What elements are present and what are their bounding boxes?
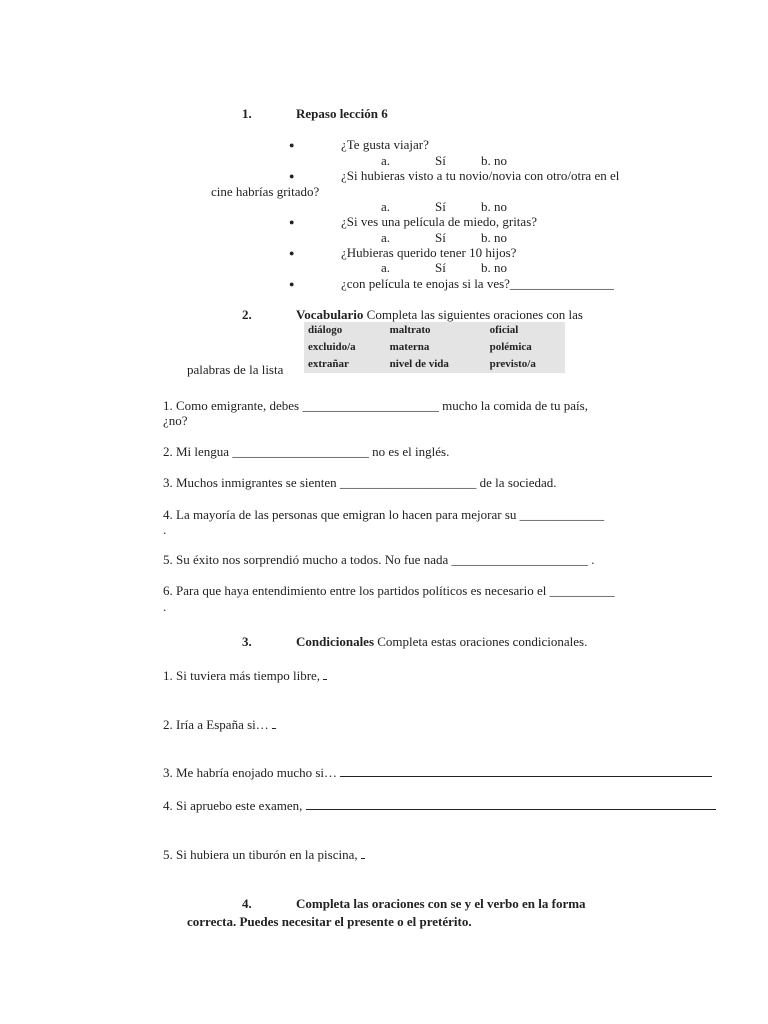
section3-title: Condicionales xyxy=(296,634,375,649)
option-a: a. xyxy=(381,260,391,275)
answer-blank[interactable] xyxy=(272,716,276,729)
answer-blank[interactable] xyxy=(340,764,712,777)
conditional-3 xyxy=(163,764,712,781)
bullet-icon: ● xyxy=(289,279,295,289)
question-5: ¿con película te enojas si la ves?________________ xyxy=(341,276,614,291)
bullet-icon: ● xyxy=(289,140,295,150)
vocab-word: oficial xyxy=(489,324,519,336)
option-si: Sí xyxy=(435,153,446,168)
conditional-1 xyxy=(163,667,327,684)
vocab-row xyxy=(304,322,565,339)
sentence-2: 2. Mi lengua _____________________ no es el inglés. xyxy=(163,444,450,459)
section3-number: 3. xyxy=(242,634,252,649)
section4-instruction-line2: correcta. Puedes necesitar el presente o el pretérito. xyxy=(187,914,472,929)
section3-heading xyxy=(296,634,587,650)
sentence-1-line1: 1. Como emigrante, debes _____________________ mucho la comida de tu país, xyxy=(163,398,588,413)
sentence-6-line2: . xyxy=(163,599,167,614)
section3-instruction: Completa estas oraciones condicionales. xyxy=(377,634,588,649)
section2-number: 2. xyxy=(242,307,252,322)
section2-instruction-cont: palabras de la lista xyxy=(187,362,284,377)
section2-title: Vocabulario xyxy=(296,307,364,322)
section2-instruction: Completa las siguientes oraciones con las xyxy=(366,307,583,322)
vocab-row xyxy=(304,339,565,356)
question-2-line1: ¿Si hubieras visto a tu novio/novia con otro/otra en el xyxy=(341,168,620,183)
conditional-5-text: 5. Si hubiera un tiburón en la piscina, xyxy=(163,847,361,862)
sentence-3: 3. Muchos inmigrantes se sienten _____________________ de la sociedad. xyxy=(163,475,557,490)
section1-title: Repaso lección 6 xyxy=(296,106,388,121)
section4-instruction-line1: Completa las oraciones con se y el verbo en la forma xyxy=(296,896,586,911)
option-si: Sí xyxy=(435,199,446,214)
answer-blank[interactable] xyxy=(306,797,716,810)
question-1: ¿Te gusta viajar? xyxy=(341,137,429,152)
sentence-1-line2: ¿no? xyxy=(163,413,188,428)
vocabulary-table xyxy=(304,322,565,373)
vocab-word: materna xyxy=(389,341,430,353)
vocab-word: extrañar xyxy=(308,358,349,370)
answer-blank[interactable] xyxy=(323,667,327,680)
bullet-icon: ● xyxy=(289,248,295,258)
vocab-word: previsto/a xyxy=(489,358,536,370)
sentence-4-line1: 4. La mayoría de las personas que emigran lo hacen para mejorar su _____________ xyxy=(163,507,605,522)
option-b: b. no xyxy=(481,230,507,245)
option-b: b. no xyxy=(481,199,507,214)
vocab-word: polémica xyxy=(489,341,532,353)
bullet-icon: ● xyxy=(289,217,295,227)
sentence-6-line1: 6. Para que haya entendimiento entre los partidos políticos es necesario el __________ xyxy=(163,583,615,598)
section4-number: 4. xyxy=(242,896,252,911)
question-4: ¿Hubieras querido tener 10 hijos? xyxy=(341,245,517,260)
option-a: a. xyxy=(381,153,391,168)
vocab-word: excluido/a xyxy=(308,341,356,353)
option-b: b. no xyxy=(481,153,507,168)
vocab-word: maltrato xyxy=(389,324,431,336)
section1-number: 1. xyxy=(242,106,252,121)
option-b: b. no xyxy=(481,260,507,275)
conditional-5 xyxy=(163,846,365,863)
question-3: ¿Si ves una película de miedo, gritas? xyxy=(341,214,538,229)
bullet-icon: ● xyxy=(289,171,295,181)
option-a: a. xyxy=(381,199,391,214)
sentence-5: 5. Su éxito nos sorprendió mucho a todos. No fue nada _____________________ . xyxy=(163,552,595,567)
vocab-word: diálogo xyxy=(308,324,343,336)
section2-heading xyxy=(296,307,583,323)
vocab-row xyxy=(304,356,565,373)
conditional-2-text: 2. Iría a España si… xyxy=(163,717,273,732)
question-2-line2: cine habrías gritado? xyxy=(211,184,320,199)
conditional-2 xyxy=(163,716,276,733)
conditional-1-text: 1. Si tuviera más tiempo libre, xyxy=(163,668,324,683)
conditional-4-text: 4. Si apruebo este examen, xyxy=(163,798,306,813)
option-a: a. xyxy=(381,230,391,245)
conditional-3-text: 3. Me habría enojado mucho si… xyxy=(163,765,341,780)
conditional-4 xyxy=(163,797,716,814)
answer-blank[interactable] xyxy=(361,846,365,859)
option-si: Sí xyxy=(435,230,446,245)
vocab-word: nivel de vida xyxy=(389,358,449,370)
sentence-4-line2: . xyxy=(163,522,167,537)
option-si: Sí xyxy=(435,260,446,275)
